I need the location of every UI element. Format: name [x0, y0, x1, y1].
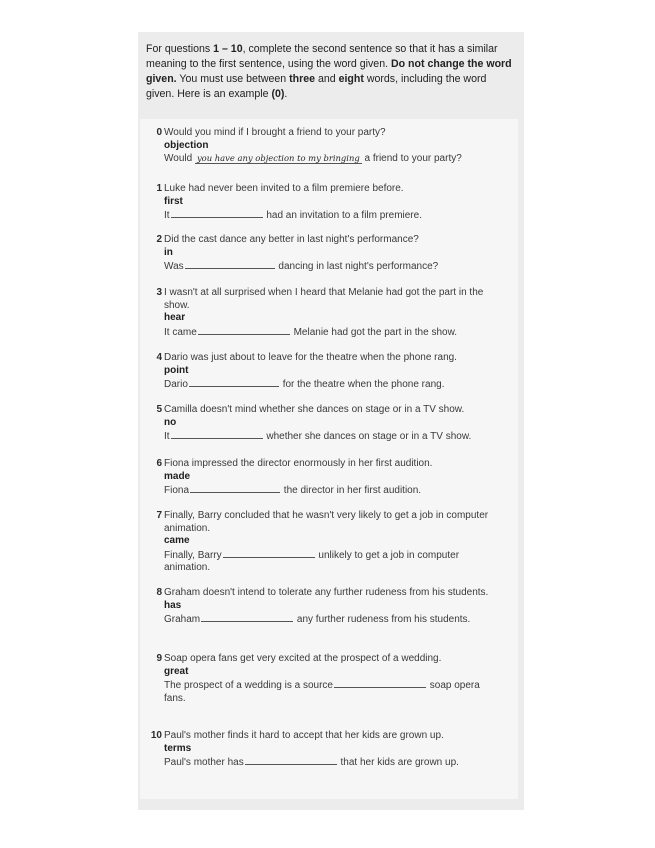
sentence-start: It came	[164, 326, 197, 338]
original-sentence: Soap opera fans get very excited at the prospect of a wedding.	[164, 653, 442, 664]
key-word: great	[164, 665, 189, 677]
sentence-end: unlikely to get a job in computer animation.	[164, 549, 460, 574]
instr-range: 1 – 10	[213, 43, 243, 55]
sentence-start: It	[164, 210, 170, 222]
original-sentence: I wasn't at all surprised when I heard that Melanie had got the part in the show.	[164, 287, 484, 311]
question-number: 6	[156, 458, 162, 469]
sentence-start: The prospect of a wedding is a source	[164, 680, 333, 692]
sentence-end: for the theatre when the phone rang.	[282, 379, 445, 391]
sentence-start: Would	[164, 153, 193, 165]
question-number: 10	[150, 730, 162, 741]
sentence-start: Was	[164, 261, 184, 273]
sentence-start: Dario	[164, 379, 188, 391]
question-8	[156, 587, 504, 627]
answer-blank[interactable]	[190, 483, 280, 493]
sentence-end: dancing in last night's performance?	[278, 261, 439, 273]
key-word: in	[164, 246, 173, 258]
original-sentence: Graham doesn't intend to tolerate any further rudeness from his students.	[164, 587, 489, 598]
question-10	[150, 730, 504, 770]
key-word: terms	[164, 742, 192, 754]
sentence-start: Paul's mother has	[164, 757, 244, 769]
key-word: first	[164, 195, 183, 207]
instr-bold: Do not change the word given.	[146, 58, 512, 85]
original-sentence: Camilla doesn't mind whether she dances on stage or in a TV show.	[164, 404, 465, 415]
answer-blank[interactable]	[189, 377, 279, 387]
instr-text: , complete the second sentence so that it has a similar meaning to the first sentence, using the word given.	[146, 43, 498, 70]
question-number: 4	[156, 352, 162, 363]
worksheet-page	[138, 32, 524, 810]
question-number: 3	[156, 287, 162, 298]
question-5	[156, 404, 504, 444]
sentence-end: the director in her first audition.	[283, 485, 422, 497]
instr-text: .	[284, 88, 288, 100]
sentence-start: Finally, Barry	[164, 549, 222, 561]
answer-blank[interactable]	[201, 612, 293, 622]
answer-blank[interactable]	[198, 325, 290, 335]
question-7	[156, 510, 504, 575]
original-sentence: Dario was just about to leave for the theatre when the phone rang.	[164, 352, 457, 363]
key-word: has	[164, 599, 182, 611]
sentence-end: had an invitation to a film premiere.	[266, 210, 422, 222]
key-word: no	[164, 416, 177, 428]
sentence-end: a friend to your party?	[364, 153, 462, 165]
key-word: point	[164, 364, 189, 376]
question-2	[156, 234, 504, 274]
answer-blank[interactable]	[171, 429, 263, 439]
question-4	[156, 352, 504, 392]
question-number: 0	[156, 127, 162, 138]
sentence-end: whether she dances on stage or in a TV show.	[266, 431, 472, 443]
instr-bold: eight	[338, 73, 364, 85]
question-number: 2	[156, 234, 162, 245]
sentence-end: that her kids are grown up.	[340, 757, 459, 769]
question-number: 7	[156, 510, 162, 521]
question-6	[156, 458, 504, 498]
answer-blank[interactable]	[185, 259, 275, 269]
question-1	[156, 183, 504, 223]
question-number: 9	[156, 653, 162, 664]
answer-blank[interactable]	[171, 208, 263, 218]
instr-bold: (0)	[271, 88, 285, 100]
question-0	[156, 127, 504, 166]
question-9	[156, 653, 504, 705]
key-word: objection	[164, 139, 209, 151]
sentence-start: It	[164, 431, 170, 443]
question-number: 1	[156, 183, 162, 194]
sentence-end: soap opera fans.	[164, 680, 480, 704]
key-word: came	[164, 535, 190, 547]
instr-text: You must use between	[176, 73, 290, 85]
original-sentence: Luke had never been invited to a film premiere before.	[164, 183, 404, 194]
original-sentence: Paul's mother finds it hard to accept that her kids are grown up.	[164, 730, 444, 741]
answer-blank[interactable]	[245, 755, 337, 765]
question-number: 5	[156, 404, 162, 415]
key-word: made	[164, 470, 191, 482]
original-sentence: Fiona impressed the director enormously in her first audition.	[164, 458, 433, 469]
original-sentence: Would you mind if I brought a friend to your party?	[164, 127, 386, 138]
instr-text: words, including the word given. Here is an example	[146, 73, 487, 100]
instr-text: For questions	[146, 43, 214, 55]
answer-blank[interactable]	[223, 548, 315, 558]
key-word: hear	[164, 312, 186, 324]
question-3	[156, 287, 504, 339]
original-sentence: Finally, Barry concluded that he wasn't very likely to get a job in computer animation.	[164, 510, 489, 534]
instr-bold: three	[289, 73, 316, 85]
answer-blank[interactable]	[334, 678, 426, 688]
instructions	[146, 42, 514, 102]
questions-panel	[140, 119, 518, 799]
sentence-end: any further rudeness from his students.	[296, 614, 471, 626]
instr-text: and	[315, 73, 339, 85]
original-sentence: Did the cast dance any better in last night's performance?	[164, 234, 419, 245]
sentence-start: Graham	[164, 614, 201, 626]
sentence-start: Fiona	[164, 485, 190, 497]
sentence-end: Melanie had got the part in the show.	[293, 326, 458, 338]
question-number: 8	[156, 587, 162, 598]
example-answer: you have any objection to my bringing	[196, 153, 360, 164]
